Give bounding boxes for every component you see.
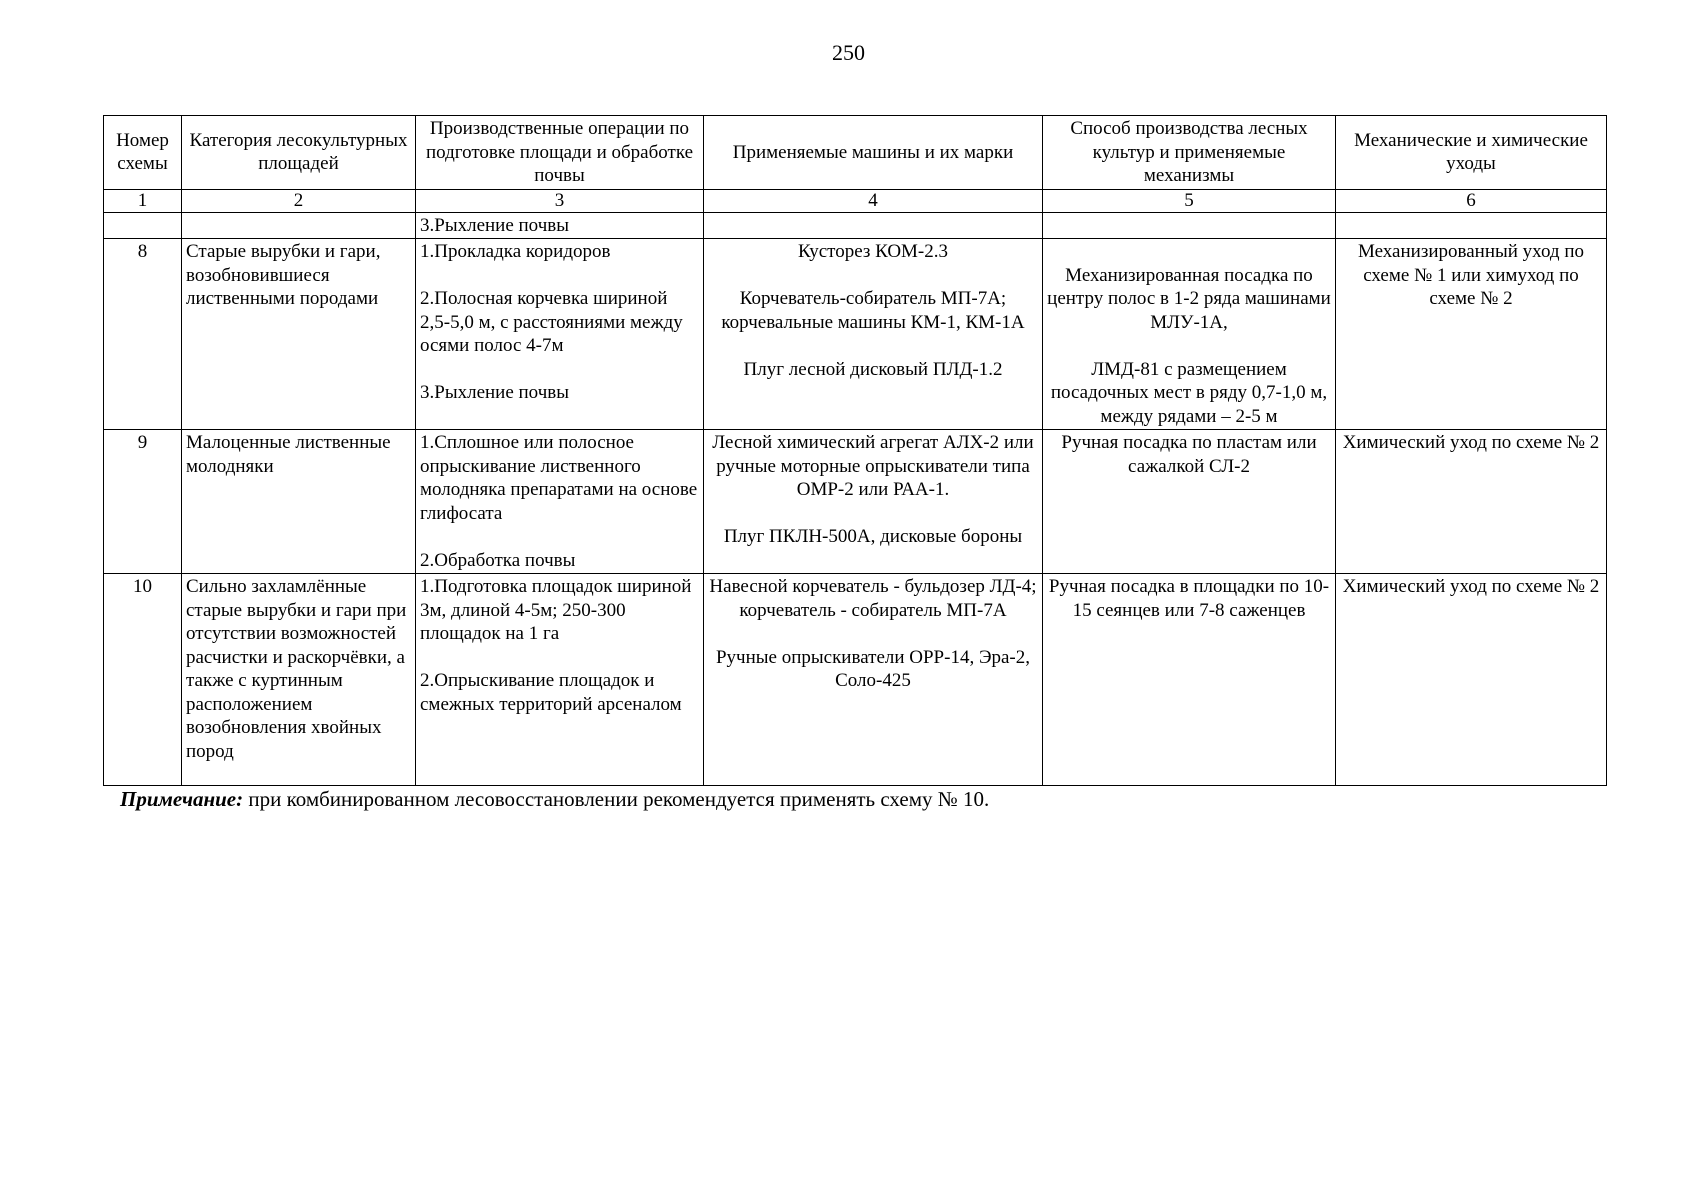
table-row bbox=[104, 239, 1607, 430]
header-scheme-number: Номер схемы bbox=[104, 116, 182, 190]
cell-method bbox=[1043, 239, 1336, 430]
cell-empty bbox=[1043, 212, 1336, 239]
column-number: 2 bbox=[182, 189, 416, 212]
operation-item: 2.Обработка почвы bbox=[420, 549, 576, 571]
cell-empty bbox=[104, 212, 182, 239]
footnote-text: при комбинированном лесовосстановлении рекомендуется применять схему № 10. bbox=[243, 787, 990, 811]
cell-machines bbox=[704, 430, 1043, 574]
cell-empty bbox=[704, 212, 1043, 239]
cell-scheme-number: 10 bbox=[104, 574, 182, 786]
column-number: 4 bbox=[704, 189, 1043, 212]
footnote bbox=[120, 787, 989, 812]
cell-category: Малоценные лиственные молодняки bbox=[182, 430, 416, 574]
cell-operations bbox=[416, 430, 704, 574]
machine-item: Плуг ПКЛН-500А, дисковые бороны bbox=[723, 526, 1023, 547]
cell-care: Химический уход по схеме № 2 bbox=[1336, 430, 1607, 574]
header-care: Механические и химические уходы bbox=[1336, 116, 1607, 190]
page-number: 250 bbox=[832, 40, 865, 65]
column-number-row bbox=[104, 189, 1607, 212]
cell-scheme-number: 8 bbox=[104, 239, 182, 430]
machine-item: Лесной химический агрегат АЛХ-2 или ручные моторные опрыскиватели типа ОМР-2 или РАА-1. bbox=[712, 432, 1039, 500]
cell-method: Ручная посадка по пластам или сажалкой СЛ-2 bbox=[1043, 430, 1336, 574]
cell-machines bbox=[704, 574, 1043, 786]
cell-category: Старые вырубки и гари, возобновившиеся лиственными породами bbox=[182, 239, 416, 430]
cell-operations: 3.Рыхление почвы bbox=[416, 212, 704, 239]
cell-machines bbox=[704, 239, 1043, 430]
header-machines: Применяемые машины и их марки bbox=[704, 116, 1043, 190]
operation-item: 1.Сплошное или полосное опрыскивание лиственного молодняка препаратами на основе глифосата bbox=[420, 432, 702, 524]
operation-item: 2.Опрыскивание площадок и смежных территорий арсеналом bbox=[420, 670, 682, 715]
operation-item: 2.Полосная корчевка шириной 2,5-5,0 м, с расстояниями между осями полос 4-7м bbox=[420, 288, 688, 356]
column-number: 6 bbox=[1336, 189, 1607, 212]
table-header-row bbox=[104, 116, 1607, 190]
cell-care: Химический уход по схеме № 2 bbox=[1336, 574, 1607, 786]
header-category: Категория лесокультурных площадей bbox=[182, 116, 416, 190]
operation-item: 1.Прокладка коридоров bbox=[420, 241, 611, 262]
machine-item: Кусторез КОМ-2.3 bbox=[797, 241, 949, 262]
cell-category: Сильно захламлённые старые вырубки и гари при отсутствии возможностей расчистки и раскорчёвки, а также с куртинным расположением возобновления хвойных пород bbox=[182, 574, 416, 786]
method-item: Механизированная посадка по центру полос в 1-2 ряда машинами МЛУ-1А, bbox=[1047, 264, 1336, 333]
footnote-label: Примечание: bbox=[120, 787, 244, 811]
cell-scheme-number: 9 bbox=[104, 430, 182, 574]
machine-item: Ручные опрыскиватели ОРР-14, Эра-2, Соло-425 bbox=[715, 646, 1035, 691]
column-number: 1 bbox=[104, 189, 182, 212]
cell-empty bbox=[182, 212, 416, 239]
method-item: ЛМД-81 с размещением посадочных мест в ряду 0,7-1,0 м, между рядами – 2-5 м bbox=[1050, 358, 1332, 427]
cell-empty bbox=[1336, 212, 1607, 239]
machine-item: Корчеватель-собиратель МП-7А; корчевальные машины КМ-1, КМ-1А bbox=[721, 288, 1025, 333]
forest-cultures-table bbox=[103, 115, 1607, 786]
operation-item: 1.Подготовка площадок шириной 3м, длиной 4-5м; 250-300 площадок на 1 га bbox=[420, 576, 697, 644]
table-row bbox=[104, 574, 1607, 786]
table-row bbox=[104, 430, 1607, 574]
machine-item: Навесной корчеватель - бульдозер ЛД-4; корчеватель - собиратель МП-7А bbox=[709, 576, 1042, 621]
header-operations: Производственные операции по подготовке площади и обработке почвы bbox=[416, 116, 704, 190]
column-number: 3 bbox=[416, 189, 704, 212]
cell-operations bbox=[416, 574, 704, 786]
operation-item: 3.Рыхление почвы bbox=[420, 382, 569, 403]
column-number: 5 bbox=[1043, 189, 1336, 212]
header-method: Способ производства лесных культур и применяемые механизмы bbox=[1043, 116, 1336, 190]
machine-item: Плуг лесной дисковый ПЛД-1.2 bbox=[743, 358, 1003, 380]
cell-care: Механизированный уход по схеме № 1 или химуход по схеме № 2 bbox=[1336, 239, 1607, 430]
cell-operations bbox=[416, 239, 704, 430]
cell-method: Ручная посадка в площадки по 10-15 сеянцев или 7-8 саженцев bbox=[1043, 574, 1336, 786]
continuation-row bbox=[104, 212, 1607, 239]
